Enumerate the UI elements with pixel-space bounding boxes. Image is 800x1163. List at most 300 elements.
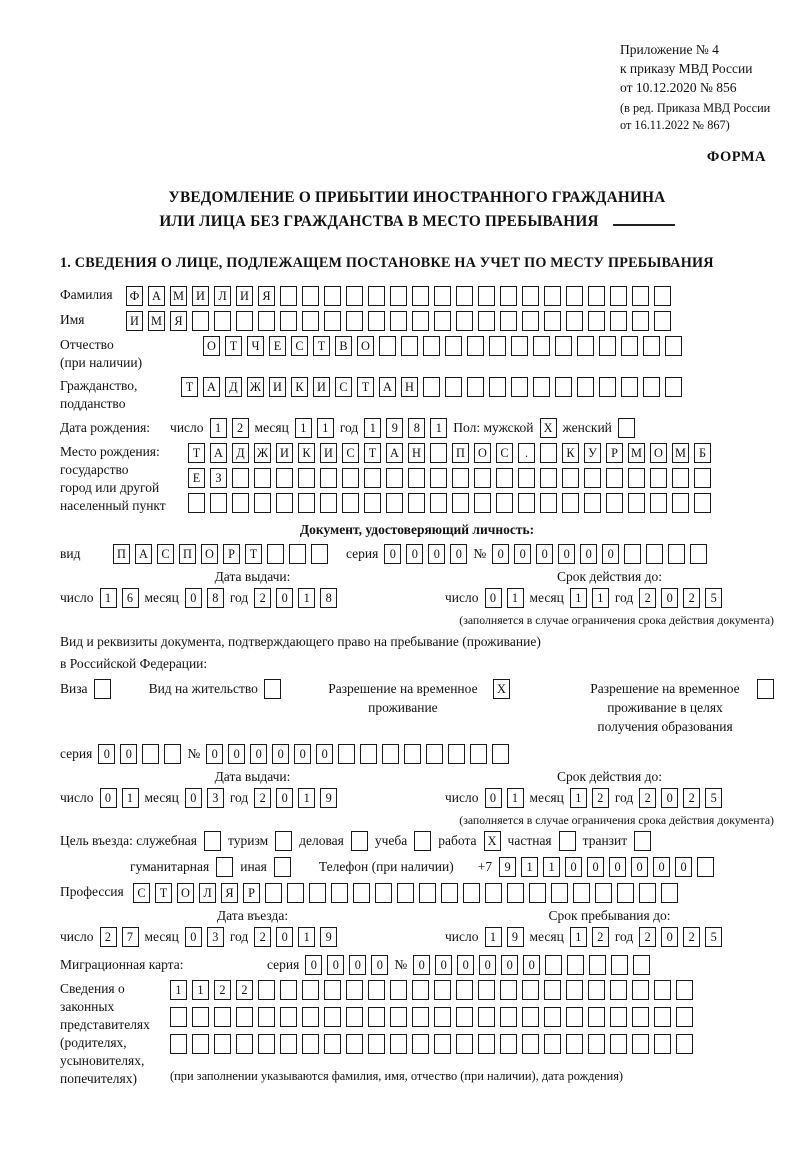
birth-place-cells-3 bbox=[188, 493, 711, 513]
year-label: год bbox=[229, 790, 249, 805]
char-cell bbox=[500, 980, 517, 1000]
char-cell bbox=[474, 468, 491, 488]
char-cell bbox=[280, 1034, 297, 1054]
char-cell: 2 bbox=[214, 980, 231, 1000]
char-cell: 1 bbox=[430, 418, 447, 438]
char-cell: 2 bbox=[592, 927, 609, 947]
char-cell: Ч bbox=[247, 336, 264, 356]
char-cell bbox=[566, 1007, 583, 1027]
char-cell: 0 bbox=[661, 927, 678, 947]
char-cell bbox=[309, 883, 326, 903]
char-cell: 1 bbox=[122, 788, 139, 808]
char-cell bbox=[236, 311, 253, 331]
char-cell: 0 bbox=[316, 744, 333, 764]
char-cell bbox=[643, 377, 660, 397]
entry-purpose-row bbox=[60, 831, 774, 851]
char-cell: 0 bbox=[327, 955, 344, 975]
char-cell: 2 bbox=[236, 980, 253, 1000]
temp-residence-edu-checkbox bbox=[757, 679, 774, 699]
char-cell bbox=[518, 468, 535, 488]
char-cell bbox=[214, 1034, 231, 1054]
migration-card-row bbox=[60, 955, 774, 975]
char-cell: . bbox=[518, 443, 535, 463]
char-cell bbox=[463, 883, 480, 903]
entry-purpose-label: Цель въезда: служебная bbox=[60, 833, 197, 848]
char-cell bbox=[320, 493, 337, 513]
char-cell bbox=[492, 744, 509, 764]
char-cell: П bbox=[452, 443, 469, 463]
char-cell: 2 bbox=[254, 588, 271, 608]
char-cell: 2 bbox=[100, 927, 117, 947]
char-cell: Д bbox=[225, 377, 242, 397]
transit-label: транзит bbox=[582, 833, 628, 848]
stay-day-cells bbox=[485, 927, 524, 947]
char-cell bbox=[621, 377, 638, 397]
char-cell bbox=[324, 980, 341, 1000]
char-cell bbox=[430, 493, 447, 513]
patronymic-label: Отчество (при наличии) bbox=[60, 337, 143, 370]
char-cell bbox=[280, 1007, 297, 1027]
char-cell: У bbox=[584, 443, 601, 463]
char-cell: 1 bbox=[298, 927, 315, 947]
business-label: деловая bbox=[299, 833, 344, 848]
char-cell: 1 bbox=[485, 927, 502, 947]
char-cell bbox=[426, 744, 443, 764]
char-cell bbox=[500, 286, 517, 306]
citizenship-cells bbox=[181, 377, 682, 397]
char-cell: 2 bbox=[683, 927, 700, 947]
char-cell: П bbox=[179, 544, 196, 564]
humanitarian-checkbox bbox=[216, 857, 233, 877]
doc-number-label: № bbox=[473, 546, 487, 561]
char-cell bbox=[584, 493, 601, 513]
char-cell bbox=[401, 336, 418, 356]
char-cell: М bbox=[170, 286, 187, 306]
char-cell bbox=[142, 744, 159, 764]
char-cell: И bbox=[236, 286, 253, 306]
char-cell bbox=[540, 443, 557, 463]
permit-issue-heading: Дата выдачи: bbox=[214, 769, 291, 784]
char-cell bbox=[258, 980, 275, 1000]
char-cell: Р bbox=[243, 883, 260, 903]
char-cell bbox=[555, 336, 572, 356]
resident-doc-text: Вид и реквизиты документа, подтверждающего право на пребывание (проживание) в Российской Федерации: bbox=[60, 634, 541, 671]
char-cell bbox=[232, 468, 249, 488]
char-cell: 6 bbox=[122, 588, 139, 608]
char-cell: 0 bbox=[276, 588, 293, 608]
char-cell bbox=[595, 883, 612, 903]
entry-date-heading: Дата въезда: bbox=[216, 908, 289, 923]
permit-issue-day-cells bbox=[100, 788, 139, 808]
char-cell: Л bbox=[199, 883, 216, 903]
appendix-line: от 10.12.2020 № 856 bbox=[620, 80, 737, 95]
char-cell: И bbox=[192, 286, 209, 306]
char-cell: 1 bbox=[543, 857, 560, 877]
char-cell: А bbox=[135, 544, 152, 564]
char-cell: И bbox=[126, 311, 143, 331]
char-cell bbox=[467, 336, 484, 356]
char-cell: 1 bbox=[192, 980, 209, 1000]
other-checkbox bbox=[274, 857, 291, 877]
char-cell bbox=[386, 493, 403, 513]
year-label: год bbox=[339, 420, 359, 435]
char-cell bbox=[280, 286, 297, 306]
char-cell bbox=[599, 377, 616, 397]
char-cell bbox=[445, 377, 462, 397]
char-cell bbox=[610, 286, 627, 306]
char-cell bbox=[430, 443, 447, 463]
char-cell bbox=[500, 1034, 517, 1054]
month-label: месяц bbox=[254, 420, 289, 435]
char-cell bbox=[467, 377, 484, 397]
char-cell bbox=[280, 980, 297, 1000]
char-cell bbox=[434, 1007, 451, 1027]
char-cell bbox=[265, 883, 282, 903]
tourism-checkbox bbox=[275, 831, 292, 851]
char-cell bbox=[302, 980, 319, 1000]
char-cell: Т bbox=[364, 443, 381, 463]
char-cell: 0 bbox=[558, 544, 575, 564]
char-cell bbox=[276, 468, 293, 488]
char-cell: П bbox=[113, 544, 130, 564]
char-cell bbox=[690, 544, 707, 564]
char-cell: 1 bbox=[317, 418, 334, 438]
char-cell: С bbox=[342, 443, 359, 463]
char-cell bbox=[511, 336, 528, 356]
form-title bbox=[60, 186, 774, 234]
char-cell: 9 bbox=[507, 927, 524, 947]
char-cell bbox=[610, 980, 627, 1000]
char-cell bbox=[287, 883, 304, 903]
char-cell bbox=[544, 1007, 561, 1027]
appendix-block bbox=[620, 40, 800, 97]
char-cell: 1 bbox=[570, 788, 587, 808]
char-cell: 1 bbox=[295, 418, 312, 438]
representatives-cells-3 bbox=[170, 1034, 693, 1054]
char-cell bbox=[320, 468, 337, 488]
char-cell bbox=[624, 544, 641, 564]
char-cell: А bbox=[386, 443, 403, 463]
char-cell: 9 bbox=[499, 857, 516, 877]
char-cell bbox=[412, 1007, 429, 1027]
char-cell bbox=[192, 1034, 209, 1054]
resident-doc-options-row bbox=[60, 679, 774, 736]
temp-residence-edu-label: Разрешение на временное проживание в целях получения образования bbox=[590, 681, 740, 734]
char-cell bbox=[346, 1034, 363, 1054]
form-title-line1: УВЕДОМЛЕНИЕ О ПРИБЫТИИ ИНОСТРАННОГО ГРАЖДАНИНА bbox=[168, 189, 666, 206]
char-cell bbox=[338, 744, 355, 764]
doc-validity-note: (заполняется в случае ограничения срока действия документа) bbox=[459, 613, 774, 627]
doc-type-label: вид bbox=[60, 546, 81, 561]
char-cell: О bbox=[650, 443, 667, 463]
char-cell bbox=[588, 311, 605, 331]
char-cell: В bbox=[335, 336, 352, 356]
char-cell bbox=[430, 468, 447, 488]
char-cell bbox=[192, 311, 209, 331]
char-cell bbox=[478, 1034, 495, 1054]
char-cell: 0 bbox=[305, 955, 322, 975]
char-cell bbox=[540, 468, 557, 488]
char-cell: С bbox=[496, 443, 513, 463]
char-cell: 0 bbox=[98, 744, 115, 764]
char-cell bbox=[540, 493, 557, 513]
char-cell bbox=[452, 468, 469, 488]
month-label: месяц bbox=[144, 929, 179, 944]
char-cell bbox=[544, 1034, 561, 1054]
temp-residence-label: Разрешение на временное проживание bbox=[328, 681, 478, 715]
char-cell bbox=[258, 1034, 275, 1054]
char-cell: И bbox=[313, 377, 330, 397]
doc-series-cells bbox=[384, 544, 467, 564]
char-cell: Я bbox=[170, 311, 187, 331]
char-cell bbox=[232, 493, 249, 513]
char-cell bbox=[412, 980, 429, 1000]
char-cell: 8 bbox=[408, 418, 425, 438]
char-cell: 1 bbox=[298, 588, 315, 608]
char-cell: 0 bbox=[100, 788, 117, 808]
char-cell bbox=[478, 980, 495, 1000]
char-cell: К bbox=[562, 443, 579, 463]
char-cell: С bbox=[291, 336, 308, 356]
char-cell: Я bbox=[221, 883, 238, 903]
char-cell: 0 bbox=[602, 544, 619, 564]
char-cell bbox=[567, 955, 584, 975]
char-cell bbox=[617, 883, 634, 903]
char-cell bbox=[441, 883, 458, 903]
char-cell bbox=[390, 1034, 407, 1054]
char-cell: З bbox=[210, 468, 227, 488]
char-cell: С bbox=[157, 544, 174, 564]
permit-valid-heading: Срок действия до: bbox=[557, 769, 662, 784]
char-cell bbox=[412, 1034, 429, 1054]
doc-issue-heading: Дата выдачи: bbox=[214, 569, 291, 584]
char-cell bbox=[258, 1007, 275, 1027]
char-cell bbox=[324, 311, 341, 331]
char-cell bbox=[610, 1007, 627, 1027]
representatives-label: Сведения о законных представителях (родителях, усыновителях, попечителях) bbox=[60, 981, 150, 1086]
doc-issue-month-cells bbox=[185, 588, 224, 608]
char-cell bbox=[522, 286, 539, 306]
char-cell: 0 bbox=[406, 544, 423, 564]
char-cell bbox=[254, 493, 271, 513]
char-cell: 0 bbox=[457, 955, 474, 975]
char-cell bbox=[368, 1007, 385, 1027]
char-cell: 0 bbox=[185, 788, 202, 808]
char-cell: 0 bbox=[349, 955, 366, 975]
patronymic-row bbox=[60, 336, 774, 372]
char-cell: И bbox=[269, 377, 286, 397]
birth-date-row bbox=[60, 418, 774, 438]
char-cell: А bbox=[379, 377, 396, 397]
month-label: месяц bbox=[144, 790, 179, 805]
doc-series-label: серия bbox=[346, 546, 379, 561]
char-cell bbox=[606, 493, 623, 513]
char-cell bbox=[668, 544, 685, 564]
char-cell bbox=[628, 468, 645, 488]
transit-checkbox bbox=[634, 831, 651, 851]
char-cell bbox=[661, 883, 678, 903]
char-cell bbox=[360, 744, 377, 764]
char-cell bbox=[324, 1034, 341, 1054]
char-cell: 0 bbox=[653, 857, 670, 877]
char-cell: 7 bbox=[122, 927, 139, 947]
char-cell bbox=[434, 1034, 451, 1054]
char-cell: 1 bbox=[100, 588, 117, 608]
doc-issue-year-cells bbox=[254, 588, 337, 608]
char-cell: 1 bbox=[210, 418, 227, 438]
char-cell bbox=[276, 493, 293, 513]
day-label: число bbox=[60, 790, 94, 805]
char-cell bbox=[434, 980, 451, 1000]
char-cell bbox=[555, 377, 572, 397]
char-cell: 2 bbox=[639, 927, 656, 947]
char-cell bbox=[188, 493, 205, 513]
char-cell: 1 bbox=[570, 927, 587, 947]
permit-valid-month-cells bbox=[570, 788, 609, 808]
char-cell bbox=[672, 493, 689, 513]
month-label: месяц bbox=[144, 590, 179, 605]
sex-male-label: Пол: мужской bbox=[453, 420, 534, 435]
entry-dates-block bbox=[60, 908, 774, 947]
char-cell bbox=[544, 311, 561, 331]
citizenship-row bbox=[60, 377, 774, 413]
char-cell bbox=[654, 1007, 671, 1027]
work-label: работа bbox=[438, 833, 477, 848]
year-label: год bbox=[229, 929, 249, 944]
char-cell bbox=[324, 1007, 341, 1027]
char-cell bbox=[254, 468, 271, 488]
char-cell bbox=[456, 1007, 473, 1027]
phone-cells bbox=[499, 857, 714, 877]
char-cell: 5 bbox=[705, 588, 722, 608]
char-cell bbox=[588, 286, 605, 306]
phone-label: Телефон (при наличии) bbox=[318, 859, 454, 874]
patronymic-cells bbox=[203, 336, 682, 356]
char-cell bbox=[632, 980, 649, 1000]
char-cell bbox=[694, 468, 711, 488]
month-label: месяц bbox=[529, 929, 564, 944]
char-cell bbox=[573, 883, 590, 903]
char-cell bbox=[518, 493, 535, 513]
char-cell bbox=[164, 744, 181, 764]
char-cell bbox=[368, 311, 385, 331]
char-cell bbox=[489, 377, 506, 397]
char-cell bbox=[676, 1034, 693, 1054]
char-cell bbox=[566, 1034, 583, 1054]
char-cell: 1 bbox=[364, 418, 381, 438]
work-checkbox: X bbox=[484, 831, 501, 851]
char-cell: 0 bbox=[580, 544, 597, 564]
doc-valid-heading: Срок действия до: bbox=[557, 569, 662, 584]
humanitarian-label: гуманитарная bbox=[130, 859, 210, 874]
char-cell bbox=[331, 883, 348, 903]
title-blank-line bbox=[613, 210, 675, 226]
char-cell bbox=[632, 286, 649, 306]
entry-day-cells bbox=[100, 927, 139, 947]
amendment-line: (в ред. Приказа МВД России bbox=[620, 101, 771, 115]
char-cell: 0 bbox=[435, 955, 452, 975]
char-cell bbox=[412, 286, 429, 306]
char-cell: Н bbox=[408, 443, 425, 463]
doc-type-cells bbox=[113, 544, 328, 564]
char-cell bbox=[170, 1034, 187, 1054]
birth-place-row bbox=[60, 443, 774, 515]
char-cell bbox=[522, 1007, 539, 1027]
char-cell bbox=[646, 544, 663, 564]
representatives-cells-1 bbox=[170, 980, 693, 1000]
char-cell: 0 bbox=[523, 955, 540, 975]
private-label: частная bbox=[507, 833, 552, 848]
char-cell: Р bbox=[223, 544, 240, 564]
char-cell bbox=[236, 1007, 253, 1027]
doc-issue-day-cells bbox=[100, 588, 139, 608]
day-label: число bbox=[170, 420, 204, 435]
char-cell: 0 bbox=[185, 588, 202, 608]
birth-year-cells bbox=[364, 418, 447, 438]
char-cell bbox=[544, 980, 561, 1000]
char-cell: Я bbox=[258, 286, 275, 306]
char-cell bbox=[589, 955, 606, 975]
char-cell: Ф bbox=[126, 286, 143, 306]
char-cell bbox=[665, 336, 682, 356]
doc-valid-month-cells bbox=[570, 588, 609, 608]
char-cell: Д bbox=[232, 443, 249, 463]
char-cell bbox=[654, 286, 671, 306]
char-cell bbox=[529, 883, 546, 903]
phone-prefix: +7 bbox=[477, 859, 493, 874]
char-cell: 1 bbox=[298, 788, 315, 808]
char-cell: О bbox=[474, 443, 491, 463]
char-cell: 0 bbox=[485, 788, 502, 808]
char-cell bbox=[632, 1007, 649, 1027]
char-cell: О bbox=[357, 336, 374, 356]
char-cell bbox=[672, 468, 689, 488]
char-cell bbox=[386, 468, 403, 488]
char-cell: 1 bbox=[507, 788, 524, 808]
char-cell bbox=[456, 980, 473, 1000]
char-cell: А bbox=[148, 286, 165, 306]
char-cell bbox=[456, 311, 473, 331]
char-cell: Р bbox=[606, 443, 623, 463]
char-cell bbox=[606, 468, 623, 488]
char-cell bbox=[522, 311, 539, 331]
char-cell bbox=[342, 468, 359, 488]
char-cell bbox=[390, 1007, 407, 1027]
char-cell bbox=[665, 377, 682, 397]
char-cell bbox=[368, 1034, 385, 1054]
char-cell: Т bbox=[313, 336, 330, 356]
permit-issue-month-cells bbox=[185, 788, 224, 808]
char-cell: 1 bbox=[570, 588, 587, 608]
char-cell bbox=[280, 311, 297, 331]
char-cell bbox=[342, 493, 359, 513]
char-cell: Т bbox=[188, 443, 205, 463]
entry-year-cells bbox=[254, 927, 337, 947]
char-cell bbox=[192, 1007, 209, 1027]
char-cell: 0 bbox=[120, 744, 137, 764]
day-label: число bbox=[60, 929, 94, 944]
char-cell: 0 bbox=[485, 588, 502, 608]
char-cell bbox=[214, 1007, 231, 1027]
char-cell: М bbox=[672, 443, 689, 463]
char-cell bbox=[610, 1034, 627, 1054]
char-cell bbox=[302, 286, 319, 306]
char-cell bbox=[298, 468, 315, 488]
char-cell bbox=[478, 286, 495, 306]
char-cell: 8 bbox=[320, 588, 337, 608]
char-cell bbox=[500, 1007, 517, 1027]
profession-label: Профессия bbox=[60, 884, 124, 899]
